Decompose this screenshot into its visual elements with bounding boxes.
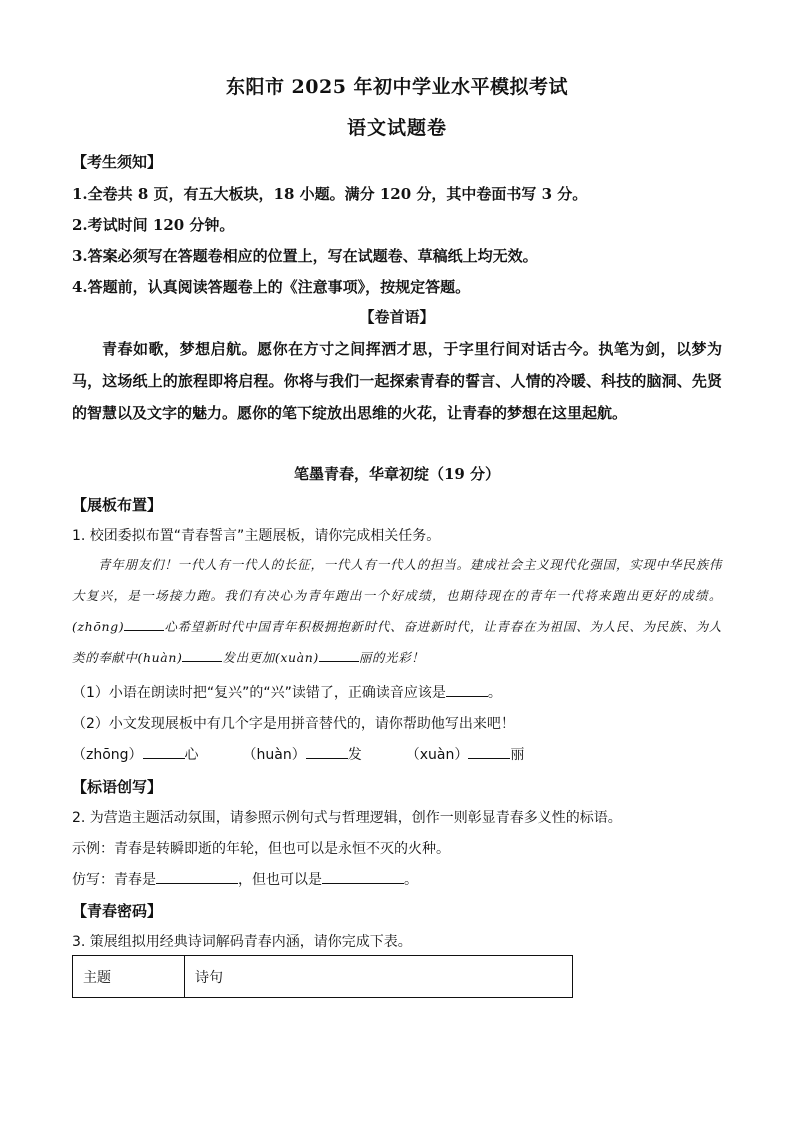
table-header-theme: 主题 — [73, 956, 185, 998]
preface-text: 青春如歌，梦想启航。愿你在方寸之间挥洒才思，于字里行间对话古今。执笔为剑，以梦为马，这场纸上的旅程即将启程。你将与我们一起探索青春的誓言、人情的冷暖、科技的脑洞、先贤的智慧以及文字的魅力。愿你的笔下绽放出思维的火花，让青春的梦想在这里起航。 — [72, 340, 722, 422]
char-li: 丽 — [510, 747, 525, 763]
imitate-part-b: ，但也可以是 — [238, 872, 322, 888]
slogan-example: 示例：青春是转瞬即逝的年轮，但也可以是永恒不灭的火种。 — [72, 841, 450, 857]
question-3: 3. 策展组拟用经典诗词解码青春内涵，请你完成下表。 — [72, 934, 412, 950]
passage-part-2: 心希望新时代中国青年积极拥抱新时代、奋进新时代，让青春在为祖国、为人民、为民族、为人类的奉献中(huàn) — [72, 619, 722, 665]
imitate-part-a: 仿写：青春是 — [72, 872, 156, 888]
table-row — [73, 956, 573, 998]
table-header-verse: 诗句 — [185, 956, 573, 998]
pinyin-huan: （huàn） — [242, 747, 306, 763]
pinyin-xuan: （xuàn） — [405, 747, 469, 763]
notice-item-4: 4.答题前，认真阅读答题卷上的《注意事项》，按规定答题。 — [72, 278, 471, 296]
pinyin-zhong: （zhōng） — [72, 747, 143, 763]
xuan-blank[interactable] — [319, 649, 359, 663]
question-2: 2. 为营造主题活动氛围，请参照示例句式与哲理逻辑，创作一则彰显青春多义性的标语。 — [72, 810, 622, 826]
imitate-blank-2[interactable] — [322, 869, 404, 884]
notice-item-2: 2.考试时间 120 分钟。 — [72, 216, 235, 234]
zhong-answer-blank[interactable] — [143, 744, 185, 759]
slogan-imitate — [72, 869, 418, 889]
sub-question-1-text: （1）小语在朗读时把“复兴”的“兴”读错了，正确读音应该是 — [72, 685, 446, 701]
huan-answer-blank[interactable] — [306, 744, 348, 759]
huan-blank[interactable] — [182, 649, 222, 663]
passage-part-4: 丽的光彩！ — [358, 650, 425, 665]
exam-subtitle: 语文试题卷 — [346, 117, 447, 139]
poetry-table — [72, 955, 573, 998]
zhong-blank[interactable] — [124, 618, 164, 632]
question-1: 1. 校团委拟布置“青春誓言”主题展板，请你完成相关任务。 — [72, 528, 441, 544]
code-heading: 【青春密码】 — [72, 902, 163, 920]
preface-heading: 【卷首语】 — [359, 308, 435, 326]
pronunciation-blank[interactable] — [446, 682, 488, 697]
notice-heading: 【考生须知】 — [72, 153, 163, 171]
sub-question-1-end: 。 — [487, 685, 502, 701]
sub-question-1 — [72, 682, 502, 702]
notice-item-1: 1.全卷共 8 页，有五大板块，18 小题。满分 120 分，其中卷面书写 3 分。 — [72, 185, 588, 203]
pinyin-row — [72, 744, 524, 764]
char-xin: 心 — [184, 747, 199, 763]
passage-part-3: 发出更加(xuàn) — [222, 650, 319, 665]
imitate-blank-1[interactable] — [156, 869, 238, 884]
imitate-part-c: 。 — [404, 872, 418, 888]
slogan-passage — [72, 549, 722, 673]
char-fa: 发 — [347, 747, 362, 763]
section-title: 笔墨青春，华章初绽（19 分） — [293, 465, 501, 483]
slogan-heading: 【标语创写】 — [72, 778, 163, 796]
notice-item-3: 3.答案必须写在答题卷相应的位置上，写在试题卷、草稿纸上均无效。 — [72, 247, 538, 265]
sub-question-2: （2）小文发现展板中有几个字是用拼音替代的，请你帮助他写出来吧！ — [72, 716, 515, 732]
xuan-answer-blank[interactable] — [468, 744, 510, 759]
passage-part-1: 青年朋友们！一代人有一代人的长征，一代人有一代人的担当。建成社会主义现代化强国，实现中华民族伟大复兴，是一场接力跑。我们有决心为青年跑出一个好成绩，也期待现在的青年一代将来跑出更好的成绩。(zhōng) — [72, 557, 722, 634]
exam-title: 东阳市 2025 年初中学业水平模拟考试 — [225, 76, 569, 98]
board-heading: 【展板布置】 — [72, 496, 163, 514]
